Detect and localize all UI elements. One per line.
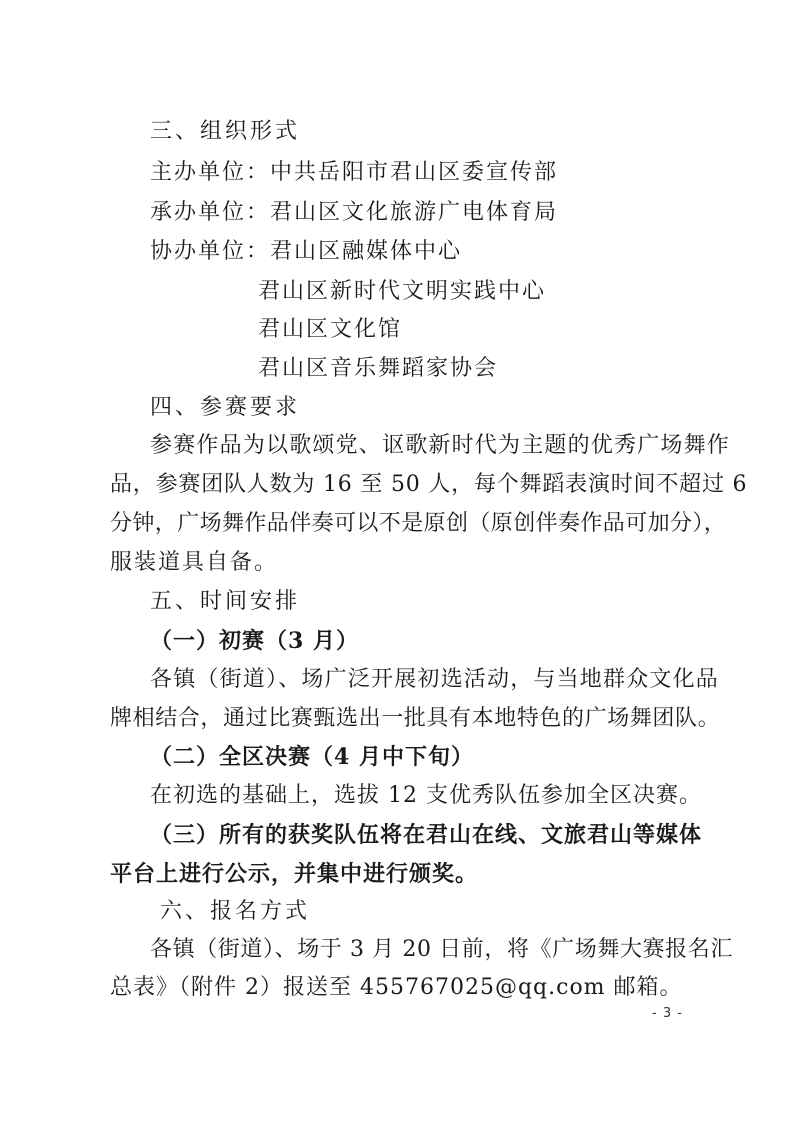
- co-organizer-3: 君山区文化馆: [258, 317, 403, 342]
- registration-line-2: 总表》（附件 2）报送至 455767025@qq.com 邮箱。: [110, 975, 683, 1000]
- section-3-heading: 三、组织形式: [150, 119, 301, 144]
- section-6-heading: 六、报名方式: [160, 899, 311, 924]
- preliminary-line-1: 各镇（街道）、场广泛开展初选活动，与当地群众文化品: [150, 667, 720, 692]
- requirements-line-4: 服装道具自备。: [110, 550, 279, 575]
- requirements-line-1: 参赛作品为以歌颂党、讴歌新时代为主题的优秀广场舞作: [150, 433, 731, 458]
- co-organizer-1: 协办单位：君山区融媒体中心: [150, 239, 463, 264]
- subsection-1-heading: （一）初赛（3 月）: [150, 628, 359, 654]
- page-number: - 3 -: [652, 1006, 683, 1021]
- preliminary-line-2: 牌相结合，通过比赛甄选出一批具有本地特色的广场舞团队。: [110, 706, 721, 731]
- requirements-line-3: 分钟，广场舞作品伴奏可以不是原创（原创伴奏作品可加分），: [110, 511, 727, 536]
- subsection-3-line-2: 平台上进行公示，并集中进行颁奖。: [110, 861, 479, 887]
- final-line-1: 在初选的基础上，选拔 12 支优秀队伍参加全区决赛。: [150, 783, 702, 808]
- section-5-heading: 五、时间安排: [150, 589, 301, 614]
- subsection-2-heading: （二）全区决赛（4 月中下旬）: [150, 744, 474, 770]
- co-organizer-2: 君山区新时代文明实践中心: [258, 279, 547, 304]
- host-unit: 主办单位：中共岳阳市君山区委宣传部: [150, 160, 559, 185]
- registration-line-1: 各镇（街道）、场于 3 月 20 日前，将《广场舞大赛报名汇: [150, 937, 733, 962]
- requirements-line-2: 品，参赛团队人数为 16 至 50 人，每个舞蹈表演时间不超过 6: [110, 472, 748, 497]
- co-organizer-4: 君山区音乐舞蹈家协会: [258, 356, 499, 381]
- section-4-heading: 四、参赛要求: [150, 395, 301, 420]
- subsection-3-line-1: （三）所有的获奖队伍将在君山在线、文旅君山等媒体: [150, 822, 703, 848]
- organizer-unit: 承办单位：君山区文化旅游广电体育局: [150, 200, 559, 225]
